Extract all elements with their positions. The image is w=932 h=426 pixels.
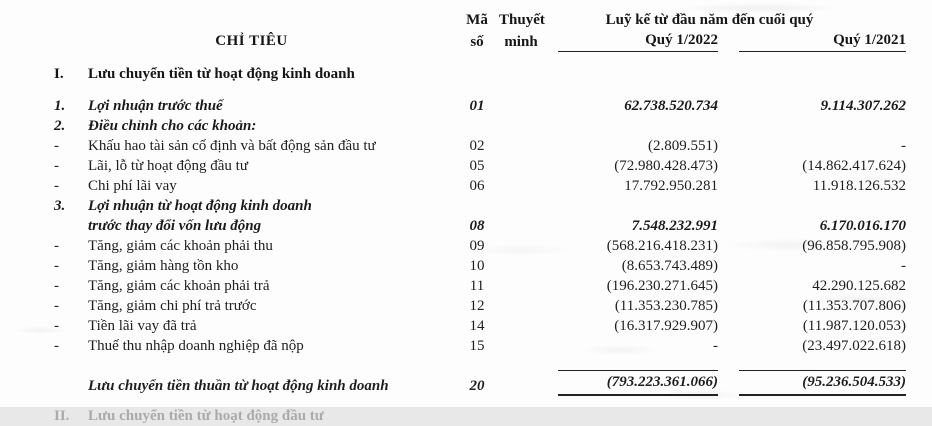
row-note <box>499 216 543 236</box>
row-marker: - <box>54 338 59 354</box>
row-value-q1-2021: 9.114.307.262 <box>820 98 906 114</box>
row-note <box>499 156 543 176</box>
row-marker: 3. <box>54 198 66 214</box>
row-marker: - <box>54 278 59 294</box>
row-label: Lưu chuyển tiền thuần từ hoạt động kinh doanh <box>88 378 389 394</box>
row-value-q1-2022: (72.980.428.473) <box>614 158 718 174</box>
row-value-q1-2021: (96.858.795.908) <box>802 238 906 254</box>
row-marker: - <box>54 258 59 274</box>
row-code: 20 <box>469 378 485 394</box>
row-label: Lợi nhuận trước thuế <box>88 98 223 114</box>
row-marker: 1. <box>54 98 66 114</box>
row-marker <box>48 216 88 236</box>
table-body <box>48 52 906 426</box>
table-row <box>48 256 906 276</box>
row-value-q1-2021 <box>718 398 906 426</box>
row-marker: - <box>54 238 59 254</box>
row-code <box>455 398 499 426</box>
row-marker: 2. <box>54 118 66 134</box>
row-value-q1-2021: (14.862.417.624) <box>802 158 906 174</box>
row-value-q1-2022: (8.653.743.489) <box>621 258 718 274</box>
table-row <box>48 52 906 86</box>
code-column-header-line1: Mã <box>466 12 488 28</box>
column-header-q1-2021: Quý 1/2021 <box>718 30 906 52</box>
row-code <box>455 52 499 86</box>
row-label: Chi phí lãi vay <box>88 178 177 194</box>
row-value-q1-2022: (196.230.271.645) <box>606 278 718 294</box>
row-label: Tăng, giảm các khoản phải thu <box>88 238 273 254</box>
row-marker: - <box>54 158 59 174</box>
row-value-q1-2021: - <box>901 138 906 154</box>
table-row <box>48 116 906 136</box>
row-code: 01 <box>469 98 485 114</box>
table-row <box>48 296 906 316</box>
row-marker: II. <box>54 408 70 424</box>
row-code: 12 <box>469 298 485 314</box>
row-label: Tăng, giảm hàng tồn kho <box>88 258 239 274</box>
row-value-q1-2022 <box>543 52 718 86</box>
row-value-q1-2022 <box>543 196 718 216</box>
row-value-q1-2022: - <box>713 338 718 354</box>
row-note <box>499 356 543 398</box>
row-value-q1-2021: 42.290.125.682 <box>812 278 906 294</box>
row-code: 05 <box>469 158 485 174</box>
table-row <box>48 86 906 116</box>
row-label: Lưu chuyển tiền từ hoạt động đầu tư <box>88 408 324 424</box>
row-value-q1-2021: (23.497.022.618) <box>802 338 906 354</box>
row-label: Thuế thu nhập doanh nghiệp đã nộp <box>88 338 304 354</box>
row-code <box>455 196 499 216</box>
table-row <box>48 236 906 256</box>
row-value-q1-2021 <box>718 196 906 216</box>
table-row <box>48 196 906 216</box>
row-marker <box>48 356 88 398</box>
row-note <box>499 296 543 316</box>
table-row <box>48 398 906 426</box>
row-note <box>499 52 543 86</box>
column-header-q1-2022: Quý 1/2022 <box>543 30 718 52</box>
row-label: Lợi nhuận từ hoạt động kinh doanh <box>88 198 312 214</box>
notes-column-header-line1: Thuyết <box>499 12 545 28</box>
table-row <box>48 176 906 196</box>
row-note <box>499 276 543 296</box>
row-note <box>499 316 543 336</box>
row-note <box>499 236 543 256</box>
row-marker: - <box>54 318 59 334</box>
row-value-q1-2021: (11.353.707.806) <box>802 298 906 314</box>
row-value-q1-2021: 6.170.016.170 <box>819 218 906 234</box>
notes-column-header-line2: minh <box>504 34 538 50</box>
row-code: 15 <box>469 338 485 354</box>
row-marker: - <box>54 178 59 194</box>
row-note <box>499 86 543 116</box>
row-value-q1-2021: - <box>901 258 906 274</box>
table-row <box>48 316 906 336</box>
row-marker: I. <box>54 66 64 82</box>
table-row <box>48 356 906 398</box>
table-header <box>48 0 906 52</box>
period-group-header: Luỹ kế từ đầu năm đến cuối quý <box>605 12 814 28</box>
row-value-q1-2022: 17.792.950.281 <box>624 178 718 194</box>
row-note <box>499 336 543 356</box>
row-label: Lưu chuyển tiền từ hoạt động kinh doanh <box>88 66 355 82</box>
row-code <box>455 116 499 136</box>
row-code: 11 <box>469 278 485 294</box>
row-marker: - <box>54 298 59 314</box>
row-note <box>499 196 543 216</box>
table-row <box>48 276 906 296</box>
row-marker: - <box>54 138 59 154</box>
row-label: Lãi, lỗ từ hoạt động đầu tư <box>88 158 248 174</box>
row-note <box>499 176 543 196</box>
row-value-q1-2021: 11.918.126.532 <box>812 178 906 194</box>
row-note <box>499 256 543 276</box>
row-value-q1-2022: 7.548.232.991 <box>631 218 718 234</box>
row-value-q1-2021: (11.987.120.053) <box>802 318 906 334</box>
row-label: Tăng, giảm chi phí trả trước <box>88 298 257 314</box>
table-row <box>48 336 906 356</box>
row-value-q1-2022: (793.223.361.066) <box>543 356 718 398</box>
row-note <box>499 136 543 156</box>
row-value-q1-2022: (568.216.418.231) <box>606 238 718 254</box>
row-note <box>499 398 543 426</box>
row-code: 10 <box>469 258 485 274</box>
row-value-q1-2022: (2.809.551) <box>648 138 718 154</box>
row-label: trước thay đổi vốn lưu động <box>88 218 262 234</box>
cash-flow-table <box>48 0 906 426</box>
row-value-q1-2021 <box>718 116 906 136</box>
code-column-header-line2: số <box>470 34 484 50</box>
table-row <box>48 216 906 236</box>
row-label: Khấu hao tài sản cố định và bất động sản đầu tư <box>88 138 376 154</box>
row-code: 06 <box>469 178 485 194</box>
row-label: Điều chỉnh cho các khoản: <box>88 118 257 134</box>
row-code: 08 <box>469 218 485 234</box>
row-value-q1-2021: (95.236.504.533) <box>718 356 906 398</box>
row-code: 02 <box>469 138 485 154</box>
row-value-q1-2022 <box>543 398 718 426</box>
row-value-q1-2022 <box>543 116 718 136</box>
row-code: 09 <box>469 238 485 254</box>
row-label: Tăng, giảm các khoản phải trả <box>88 278 270 294</box>
row-value-q1-2022: (11.353.230.785) <box>614 298 718 314</box>
header-row-1 <box>48 0 906 30</box>
row-value-q1-2022: 62.738.520.734 <box>624 98 718 114</box>
row-code: 14 <box>469 318 485 334</box>
row-note <box>499 116 543 136</box>
table-row <box>48 156 906 176</box>
row-label: Tiền lãi vay đã trả <box>88 318 197 334</box>
criteria-column-header: CHỈ TIÊU <box>215 33 288 49</box>
row-value-q1-2022: (16.317.929.907) <box>614 318 718 334</box>
table-row <box>48 136 906 156</box>
row-value-q1-2021 <box>718 52 906 86</box>
